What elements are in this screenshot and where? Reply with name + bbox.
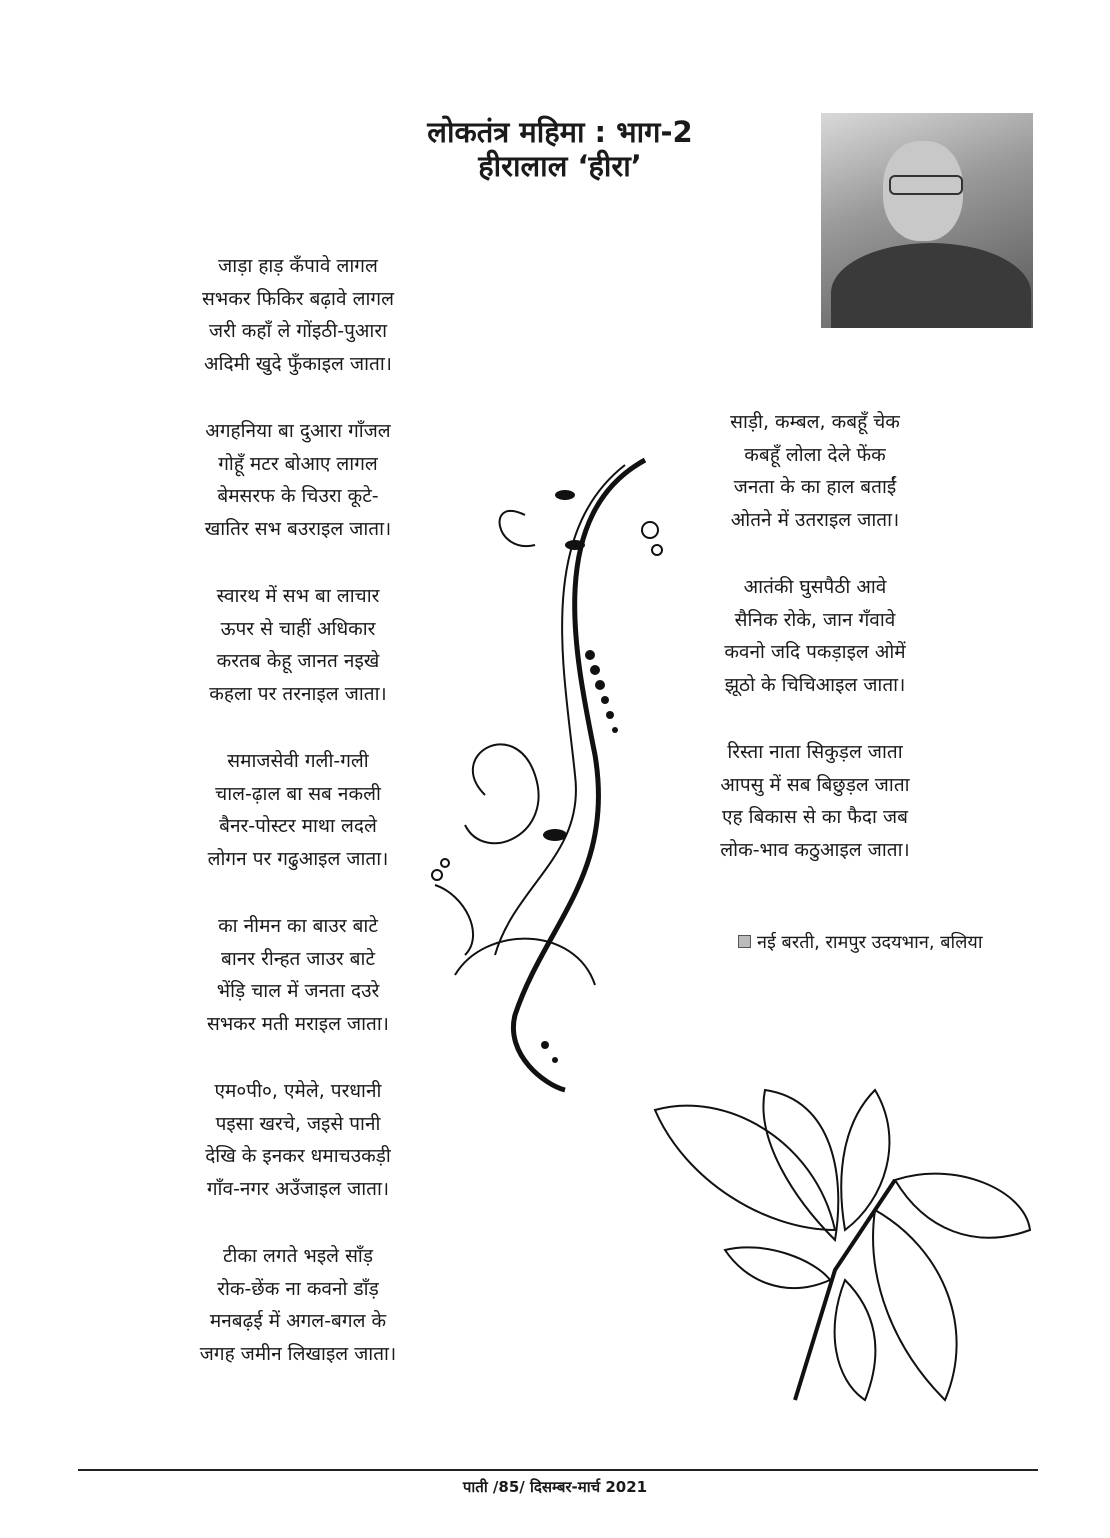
- poem-line: एह बिकास से का फैदा जब: [722, 806, 908, 828]
- poem-line: कहला पर तरनाइल जाता।: [209, 682, 387, 705]
- stanza: [160, 910, 436, 1075]
- poem-line: बेमसरफ के चिउरा कूटे-: [217, 485, 379, 507]
- footer-divider: [78, 1469, 1038, 1471]
- poem-line: खातिर सभ बउराइल जाता।: [204, 517, 392, 540]
- page-footer: पाती /85/ दिसम्बर-मार्च 2021: [462, 1478, 648, 1496]
- poem-line: एम०पी०, एमेले, परधानी: [214, 1080, 382, 1102]
- stanza: [160, 1240, 436, 1405]
- poem-line: कवनो जदि पकड़ाइल ओमें: [724, 641, 906, 663]
- poem-line: झूठो के चिचिआइल जाता।: [724, 673, 906, 696]
- author-address: [738, 930, 983, 954]
- poem-line: अदिमी खुदे फुँकाइल जाता।: [204, 352, 392, 375]
- poem-line: सभकर मती मराइल जाता।: [206, 1012, 390, 1035]
- right-column: [670, 406, 960, 901]
- stanza: [670, 406, 960, 571]
- poem-line: कबहूँ लोला देले फेंक: [744, 443, 886, 466]
- poem-line: जनता के का हाल बताईं: [733, 476, 897, 498]
- stanza: [160, 415, 436, 580]
- poem-line: गाँव-नगर अउँजाइल जाता।: [206, 1177, 390, 1200]
- poem-line: चाल-ढ़ाल बा सब नकली: [215, 782, 381, 805]
- poem-line: मनबढ़ई में अगल-बगल के: [209, 1310, 387, 1332]
- poem-line: टीका लगते भइले साँड़: [222, 1245, 374, 1267]
- author-photo: [821, 113, 1033, 328]
- poem-line: सभकर फिकिर बढ़ावे लागल: [202, 287, 394, 310]
- stanza: [160, 250, 436, 415]
- poem-line: बानर रीन्हत जाउर बाटे: [220, 947, 376, 970]
- left-column: [160, 250, 436, 1405]
- poem-line: भेंड़ि चाल में जनता दउरे: [216, 980, 380, 1002]
- poem-line: लोगन पर गढुआइल जाता।: [207, 847, 389, 870]
- address-text: नई बरती, रामपुर उदयभान, बलिया: [757, 932, 983, 953]
- poem-line: स्वारथ में सभ बा लाचार: [216, 585, 380, 607]
- square-bullet-icon: [738, 935, 751, 948]
- stanza: [160, 745, 436, 910]
- poem-line: जरी कहाँ ले गोंइठी-पुआरा: [208, 320, 388, 342]
- poem-title: लोकतंत्र महिमा : भाग-2: [427, 115, 693, 149]
- stanza: [670, 571, 960, 736]
- poem-line: आतंकी घुसपैठी आवे: [743, 576, 887, 598]
- poem-line: करतब केहू जानत नइखे: [216, 650, 380, 672]
- poem-line: ऊपर से चाहीं अधिकार: [220, 617, 376, 640]
- poem-line: समाजसेवी गली-गली: [227, 750, 369, 772]
- poem-line: रोक-छेंक ना कवनो डाँड़: [217, 1277, 379, 1300]
- poem-line: देखि के इनकर धमाचउकड़ी: [205, 1145, 391, 1167]
- stanza: [160, 1075, 436, 1240]
- poem-line: गोहूँ मटर बोआए लागल: [218, 452, 378, 475]
- poem-line: पइसा खरचे, जइसे पानी: [215, 1112, 381, 1135]
- stanza: [160, 580, 436, 745]
- stanza: [670, 736, 960, 901]
- poem-line: का नीमन का बाउर बाटे: [218, 915, 378, 937]
- poem-line: जगह जमीन लिखाइल जाता।: [199, 1342, 397, 1365]
- poem-line: आपसु में सब बिछुड़ल जाता: [720, 773, 910, 796]
- author-name: हीरालाल ‘हीरा’: [478, 149, 642, 183]
- poem-line: जाड़ा हाड़ कँपावे लागल: [218, 255, 378, 277]
- poem-line: साड़ी, कम्बल, कबहूँ चेक: [730, 411, 900, 433]
- poem-line: लोक-भाव कठुआइल जाता।: [720, 838, 910, 861]
- leaf-branch-illustration: [645, 1080, 1035, 1410]
- poem-line: सैनिक रोके, जान गँवावे: [734, 608, 896, 631]
- poem-line: बैनर-पोस्टर माथा लदले: [219, 815, 377, 837]
- poem-line: अगहनिया बा दुआरा गाँजल: [205, 420, 391, 442]
- poem-line: ओतने में उतराइल जाता।: [730, 508, 900, 531]
- poem-line: रिस्ता नाता सिकुड़ल जाता: [727, 741, 903, 763]
- floral-ornament-illustration: [425, 455, 675, 1095]
